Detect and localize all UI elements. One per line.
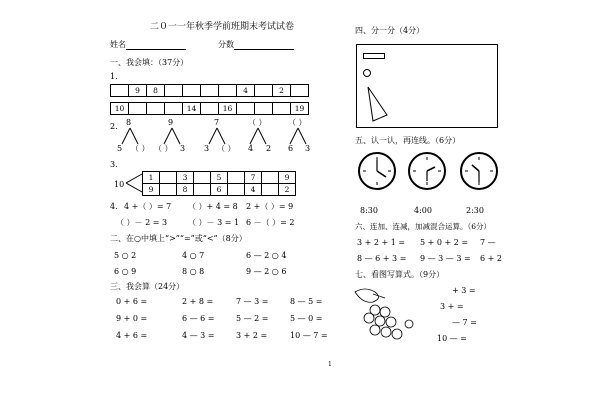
q2-right: （ ） [217,144,236,153]
picture-equation: — 7 = [452,318,477,327]
compare-item: 9 — 2 ○ 6 [246,267,287,276]
branch-line [217,128,225,144]
clock-hands [410,154,444,188]
calc-item: 9 + 0 = [116,314,148,323]
time-label: 2:30 [466,206,484,215]
rectangle-shape [363,53,385,59]
calc-item: 5 — 0 = [290,314,323,323]
picture-equation: 10 — = [437,334,467,343]
fork-line [126,183,142,192]
hour-hand [427,167,435,171]
hour-hand [377,171,386,177]
grid-cell: 8 [147,85,165,97]
grid-cell: 4 [237,85,255,97]
picture-equation: 3 + = [440,302,464,311]
calc-item: 0 + 6 = [116,297,148,306]
q4-eq: （ ）－ 2 = 3 [116,218,168,227]
grid-cell [194,184,211,196]
section6-heading: 六、连加、连减，加减混合运算。（6分） [355,222,492,231]
q2-left: 5 [117,144,123,153]
calc-item: 6 — 6 = [182,314,215,323]
clock-face [460,152,498,190]
time-label: 8:30 [360,206,378,215]
grid-cell [219,85,237,97]
q1-number-grid-2 [110,102,309,115]
q2-top: （ ） [248,118,267,127]
grid-cell [262,184,279,196]
grid-cell [273,103,291,115]
q3-fork [124,172,144,194]
q1-number-grid [110,84,309,97]
q2-left: 3 [204,144,210,153]
calc-item: 2 + 8 = [182,297,214,306]
branch-line [122,128,130,144]
grid-cell: 10 [111,103,129,115]
grid-cell: 14 [183,103,201,115]
grid-cell: 9 [279,172,296,184]
calc-item: 10 — 7 = [290,331,328,340]
grid-cell [201,103,219,115]
grid-cell [183,85,201,97]
mixed-calc: 6 + 2 [480,254,502,263]
grape-circle [392,329,402,339]
q2-right: 2 [266,144,272,153]
circle-shape [363,69,371,77]
q2-top: 7 [214,118,220,127]
time-label: 4:00 [414,206,432,215]
mixed-calc: 9 — 3 — 3 = [420,254,471,263]
q3-grid [142,171,296,196]
grid-cell [129,103,147,115]
mixed-calc: 3 + 2 + 1 = [357,238,406,247]
hour-hand [472,165,479,171]
grid-cell [228,172,245,184]
grid-cell [160,172,177,184]
clock-face [408,152,446,190]
grape-circle [386,317,396,327]
grid-cell [165,103,183,115]
section2-heading: 二、在○中填上“>”“=”或“<”（8分） [110,234,247,243]
branch-line [130,128,138,144]
grid-cell [147,103,165,115]
section5-heading: 五、认一认，再连线。（6分） [355,136,461,145]
grid-cell [228,184,245,196]
q2-left: （ ） [154,144,173,153]
q2-right: 3 [305,144,311,153]
section1-heading: 一、我会填：（37分） [110,58,189,67]
grape-circle [405,320,413,328]
grid-cell: 9 [143,184,160,196]
q2-right: （ ） [131,144,150,153]
picture-equation: + 3 = [452,286,476,295]
grapes-illustration [345,284,425,348]
grape-circle [375,316,385,326]
q4-label: 4. [110,202,118,211]
grid-cell: 1 [143,172,160,184]
q2-top: 9 [168,118,174,127]
grape-circle [381,327,391,337]
score-label: 分数 [218,40,234,49]
grid-cell: 4 [245,184,262,196]
calc-item: 3 + 2 = [236,331,268,340]
branch-line [172,128,180,144]
grid-cell [262,172,279,184]
grid-cell: 19 [291,103,309,115]
grid-cell: 5 [211,172,228,184]
grid-cell [201,85,219,97]
grid-cell [160,184,177,196]
section3-heading: 三、我会算（24分） [110,282,185,291]
sort-shapes-box [356,44,498,128]
grape-circle [370,325,380,335]
mixed-calc: 5 + 0 + 2 = [420,238,469,247]
clock-face [358,152,396,190]
compare-item: 6 ○ 9 [114,267,137,276]
grid-cell: 9 [129,85,147,97]
clock-hands [360,154,394,188]
grid-cell [165,85,183,97]
calc-item: 4 — 3 = [182,331,215,340]
q4-eq: （ ）－ 3 = 1 [188,218,240,227]
branch-line [209,128,217,144]
q2-label: 2. [110,122,118,131]
calc-item: 5 — 2 = [236,314,269,323]
grid-cell [255,85,273,97]
fork-line [126,174,142,183]
q4-eq: 2 +（ ）= 9 [246,202,294,211]
grid-cell [291,85,309,97]
calc-item: 7 — 3 = [236,297,269,306]
stem-line [373,294,385,298]
triangle-shape [365,85,391,123]
score-field [218,40,294,50]
mixed-calc: 8 — 6 + 3 = [357,254,407,263]
q2-left: 6 [288,144,294,153]
branch-line [250,128,258,144]
name-field [110,40,186,50]
section4-heading: 四、分一分（4分） [355,26,425,35]
compare-item: 8 ○ 8 [182,267,205,276]
compare-item: 5 ○ 2 [114,251,137,260]
grid-cell: 7 [245,172,262,184]
name-label: 姓名 [110,40,126,49]
grid-cell [237,103,255,115]
q3-label: 3. [110,160,118,169]
q4-eq: 4 +（ ）= 7 [124,202,172,211]
branch-line [290,128,298,144]
q3-root: 10 [114,180,125,189]
clock-hands [462,154,496,188]
q2-left: 4 [248,144,254,153]
grape-circle [380,307,390,317]
branch-line [164,128,172,144]
grid-cell: 2 [279,184,296,196]
grid-cell [194,172,211,184]
q4-eq: 6 －（ ）= 2 [246,218,295,227]
leaf-shape [355,289,379,302]
compare-item: 4 ○ 7 [182,251,205,260]
q2-top: 8 [126,118,132,127]
grid-cell: 6 [211,184,228,196]
q2-top: （ ） [288,118,307,127]
q1-label: 1. [110,72,118,81]
grid-cell [111,85,129,97]
grid-cell [255,103,273,115]
q4-eq: （ ）+ 4 = 8 [188,202,238,211]
grid-cell: 3 [177,172,194,184]
branch-line [258,128,266,144]
q2-right: 3 [180,144,186,153]
calc-item: 4 + 6 = [116,331,148,340]
branch-line [298,128,306,144]
section7-heading: 七、看图写算式。（9分） [355,270,445,279]
grid-cell: 16 [219,103,237,115]
grid-cell: 2 [273,85,291,97]
page-number: 1 [328,361,332,368]
grid-cell: 8 [177,184,194,196]
calc-item: 8 — 5 = [290,297,323,306]
exam-title: 二０一一年秋季学前班期末考试试卷 [150,22,295,32]
grape-circle [364,313,374,323]
compare-item: 6 — 2 ○ 4 [246,251,287,260]
mixed-calc: 7 — [480,238,496,247]
